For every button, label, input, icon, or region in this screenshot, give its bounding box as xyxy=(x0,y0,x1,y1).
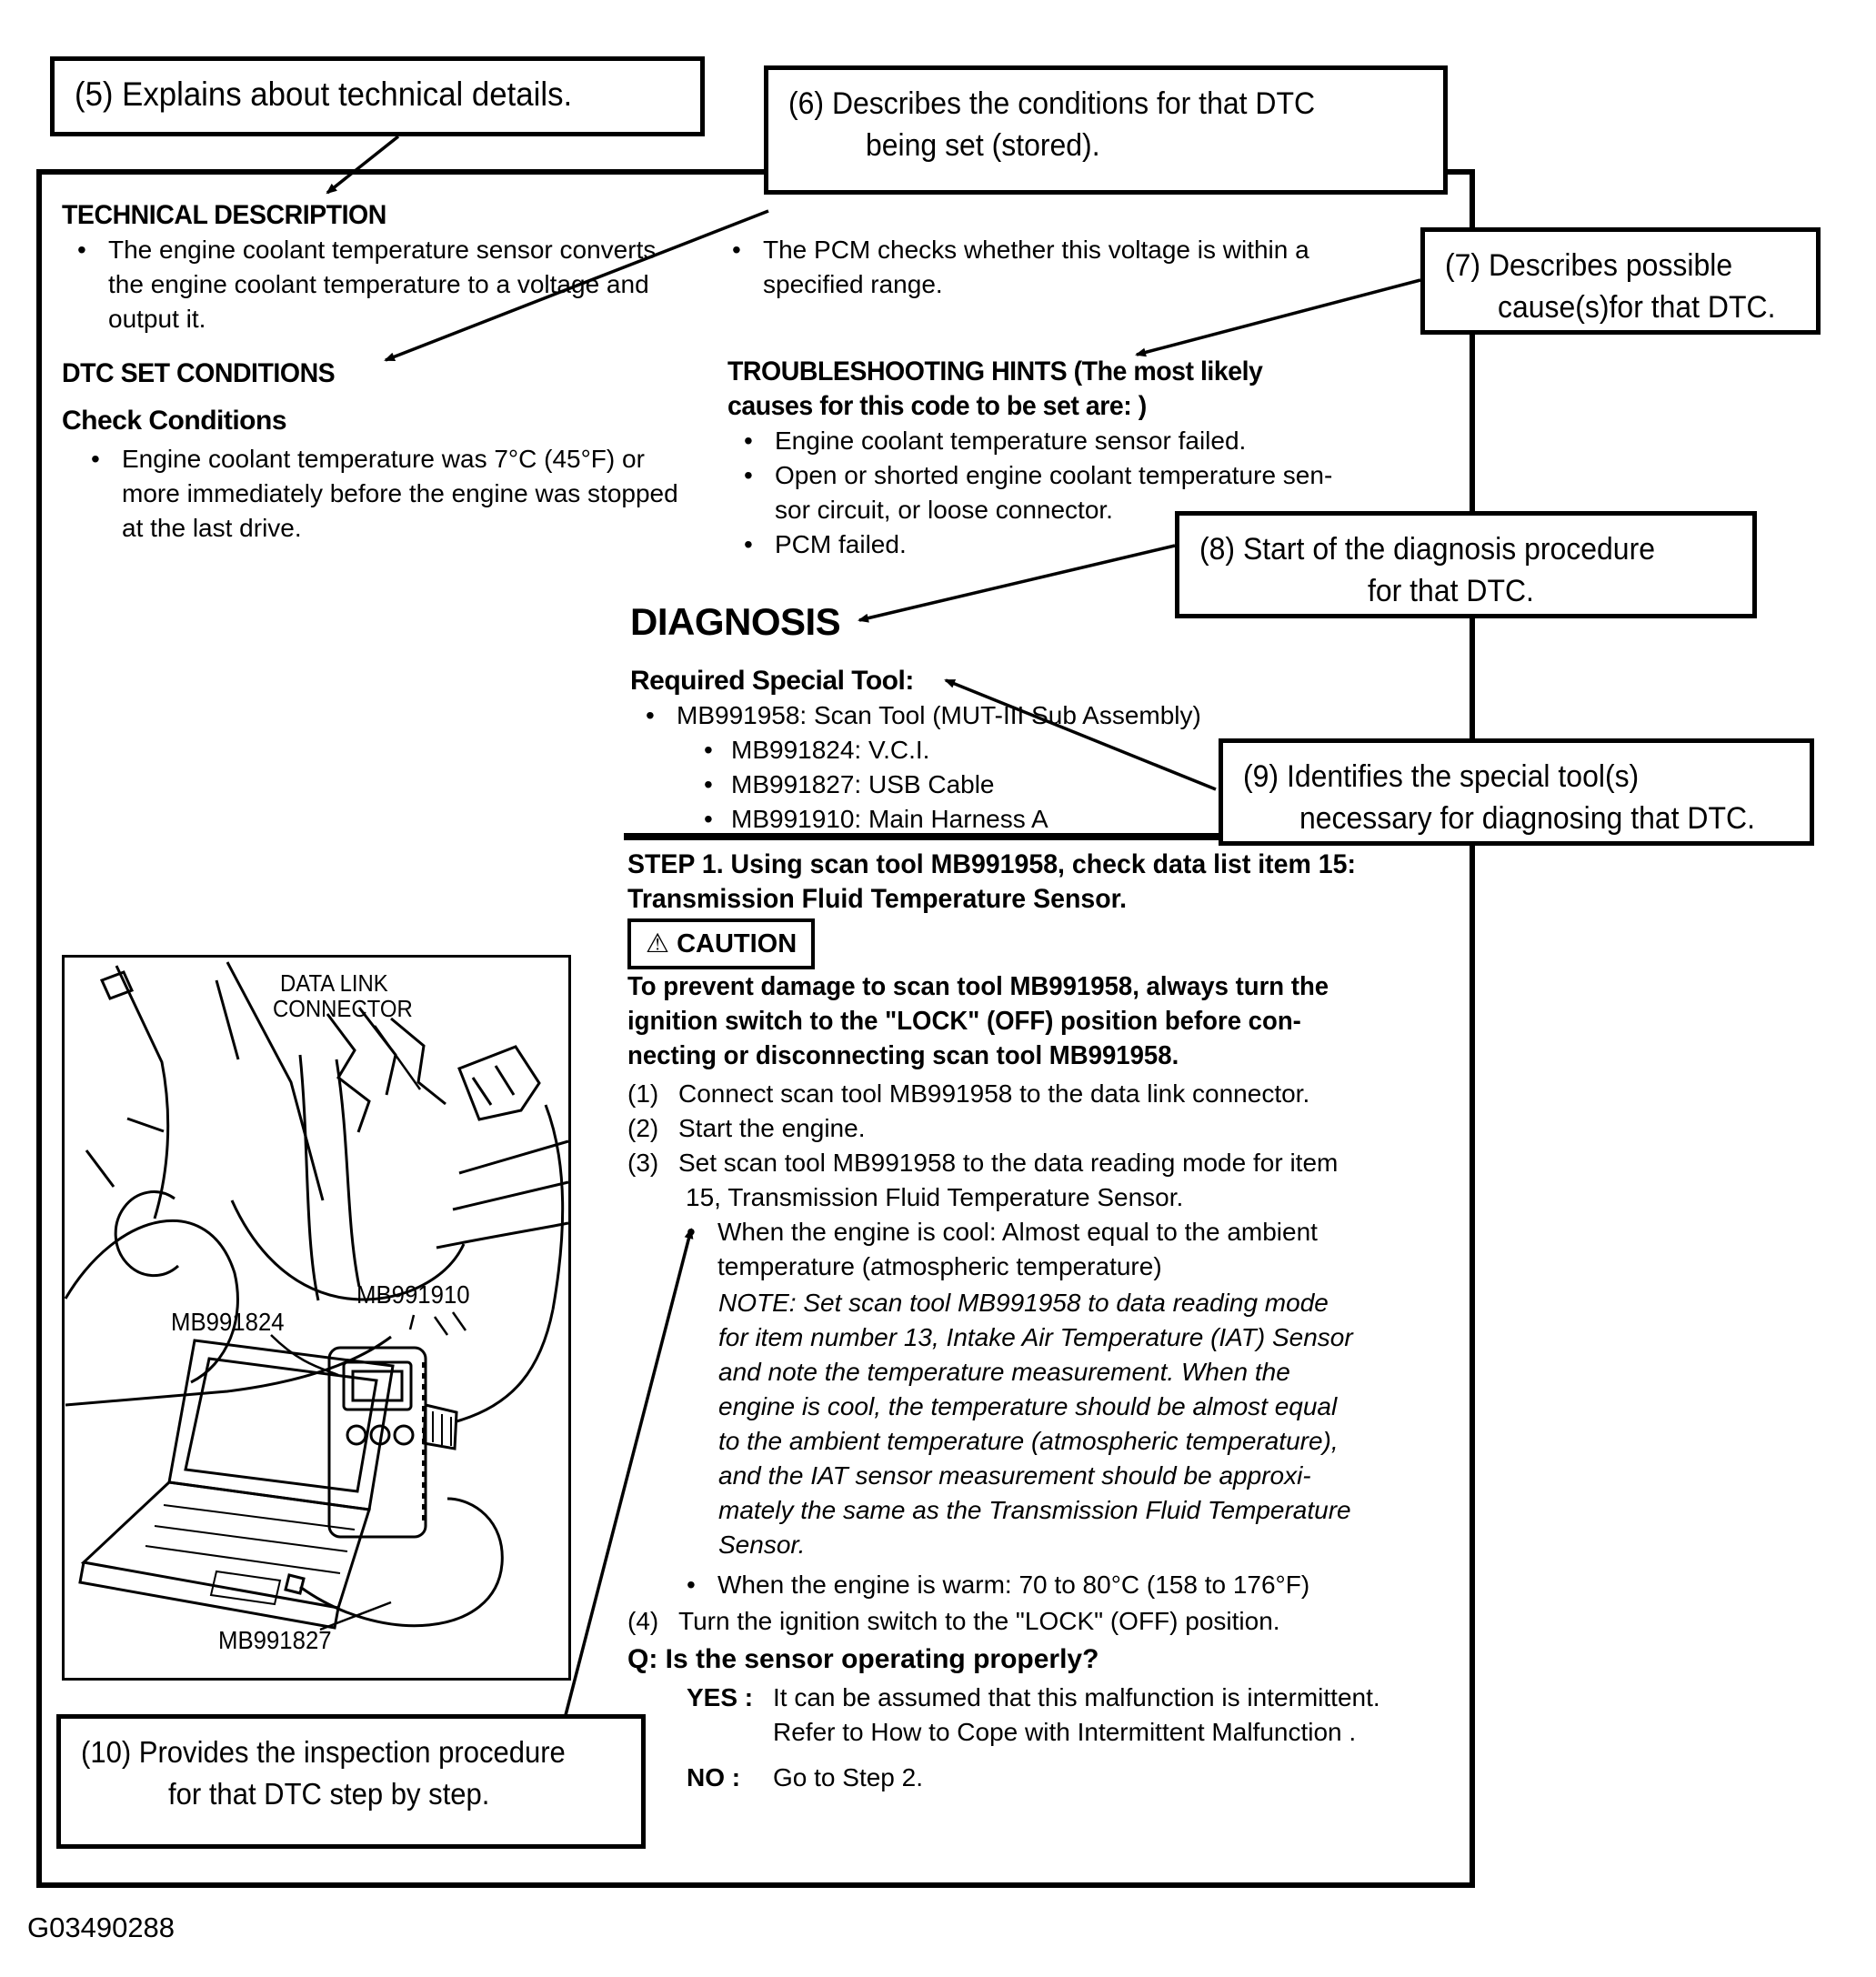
step-3-line1: Set scan tool MB991958 to the data reading mode for item xyxy=(678,1149,1339,1177)
check-bullet-line1: Engine coolant temperature was 7°C (45°F) or xyxy=(122,445,645,473)
callout-7-line2: cause(s)for that DTC. xyxy=(1498,290,1776,325)
step1-heading xyxy=(627,848,1356,917)
callout-6-line2: being set (stored). xyxy=(866,128,1100,163)
callout-10-line1: (10) Provides the inspection procedure xyxy=(81,1735,566,1769)
step-4-text: Turn the ignition switch to the "LOCK" (OFF) position. xyxy=(678,1607,1280,1635)
bullet-icon xyxy=(704,768,731,802)
warning-icon: ⚠ xyxy=(646,929,669,958)
hints-heading-line1: TROUBLESHOOTING HINTS (The most likely xyxy=(727,356,1263,386)
step1-line1: STEP 1. Using scan tool MB991958, check data list item 15: xyxy=(627,849,1356,879)
engine-warm-bullet xyxy=(687,1568,1309,1602)
bullet-icon xyxy=(77,233,108,336)
pcm-bullet-line1: The PCM checks whether this voltage is within a xyxy=(763,236,1309,264)
callout-7 xyxy=(1420,227,1821,335)
cool-bullet-line2: temperature (atmospheric temperature) xyxy=(717,1252,1162,1280)
hints-heading-line2: causes for this code to be set are: ) xyxy=(727,391,1147,421)
mb991824-label: MB991824 xyxy=(171,1308,285,1336)
check-bullet-line2: more immediately before the engine was stopped xyxy=(122,479,678,507)
special-tools-list xyxy=(646,698,1201,837)
troubleshooting-hints-heading xyxy=(727,355,1262,424)
callout-9-line2: necessary for diagnosing that DTC. xyxy=(1299,801,1755,836)
bullet-icon xyxy=(704,733,731,768)
caution-body xyxy=(627,969,1329,1073)
yes-answer xyxy=(687,1681,1380,1750)
question-heading: Q: Is the sensor operating properly? xyxy=(627,1644,1099,1674)
tool-mb991827: MB991827: USB Cable xyxy=(731,770,995,798)
illustration-frame xyxy=(62,955,571,1681)
caution-line3: necting or disconnecting scan tool MB991958. xyxy=(627,1041,1179,1070)
caution-box xyxy=(627,918,815,969)
caution-line2: ignition switch to the "LOCK" (OFF) position before con- xyxy=(627,1007,1301,1036)
data-link-connector-label-line2: CONNECTOR xyxy=(273,995,413,1022)
tool-mb991958: MB991958: Scan Tool (MUT-III Sub Assembly) xyxy=(677,701,1201,729)
callout-8 xyxy=(1175,511,1757,618)
check-conditions-heading: Check Conditions xyxy=(62,406,287,436)
bullet-icon xyxy=(744,458,775,527)
callout-5-text: (5) Explains about technical details. xyxy=(75,75,573,113)
check-conditions-bullet xyxy=(91,442,678,546)
note-line6: and the IAT sensor measurement should be approxi- xyxy=(718,1461,1311,1490)
step-2-text: Start the engine. xyxy=(678,1114,866,1142)
callout-8-line1: (8) Start of the diagnosis procedure xyxy=(1199,532,1655,567)
step-number-2: (2) xyxy=(627,1114,659,1142)
callout-5 xyxy=(50,56,705,136)
yes-label: YES : xyxy=(687,1683,754,1711)
step1-line2: Transmission Fluid Temperature Sensor. xyxy=(627,884,1128,914)
callout-9-line1: (9) Identifies the special tool(s) xyxy=(1243,759,1640,794)
callout-6 xyxy=(764,65,1448,195)
tool-mb991910: MB991910: Main Harness A xyxy=(731,805,1048,833)
no-label: NO : xyxy=(687,1763,741,1791)
note-line4: engine is cool, the temperature should be almost equal xyxy=(718,1392,1338,1420)
bullet-icon xyxy=(704,802,731,837)
no-answer xyxy=(687,1761,923,1795)
data-link-connector-label-line1: DATA LINK xyxy=(280,969,388,997)
figure-code: G03490288 xyxy=(27,1912,176,1943)
pcm-bullet-line2: specified range. xyxy=(763,270,943,298)
tech-bullet-line2: the engine coolant temperature to a voltage and xyxy=(108,270,649,298)
step-number-1: (1) xyxy=(627,1079,659,1108)
callout-10-line2: for that DTC step by step. xyxy=(168,1777,490,1811)
callout-8-line2: for that DTC. xyxy=(1368,574,1534,608)
hint-2-line1: Open or shorted engine coolant temperature sen- xyxy=(775,461,1333,489)
no-text: Go to Step 2. xyxy=(773,1763,923,1791)
note-block xyxy=(718,1286,1353,1562)
tool-mb991824: MB991824: V.C.I. xyxy=(731,736,930,764)
engine-cool-bullet xyxy=(687,1215,1318,1284)
bullet-icon xyxy=(687,1215,717,1284)
step-1-text: Connect scan tool MB991958 to the data link connector. xyxy=(678,1079,1310,1108)
note-line7: mately the same as the Transmission Fluid Temperature xyxy=(718,1496,1351,1524)
note-line1: NOTE: Set scan tool MB991958 to data reading mode xyxy=(718,1289,1329,1317)
procedure-steps xyxy=(627,1077,1338,1215)
note-line8: Sensor. xyxy=(718,1530,806,1559)
note-line5: to the ambient temperature (atmospheric temperature), xyxy=(718,1427,1339,1455)
mb991910-label: MB991910 xyxy=(356,1280,470,1309)
step-number-3: (3) xyxy=(627,1149,659,1177)
bullet-icon xyxy=(744,527,775,562)
yes-line2: Refer to How to Cope with Intermittent Malfunction . xyxy=(773,1718,1357,1746)
callout-9 xyxy=(1219,738,1814,846)
step-number-4: (4) xyxy=(627,1607,659,1635)
bullet-icon xyxy=(91,442,122,546)
note-line3: and note the temperature measurement. When the xyxy=(718,1358,1290,1386)
hint-2-line2: sor circuit, or loose connector. xyxy=(775,496,1113,524)
bullet-icon xyxy=(732,233,763,302)
callout-7-line1: (7) Describes possible xyxy=(1445,248,1733,283)
check-bullet-line3: at the last drive. xyxy=(122,514,302,542)
mb991827-label: MB991827 xyxy=(218,1626,332,1654)
callout-6-line1: (6) Describes the conditions for that DTC xyxy=(788,86,1316,121)
required-special-tool-heading: Required Special Tool: xyxy=(630,666,914,696)
bullet-icon xyxy=(646,698,677,733)
dtc-set-conditions-heading: DTC SET CONDITIONS xyxy=(62,358,336,388)
step-4 xyxy=(627,1604,1280,1639)
caution-label: CAUTION xyxy=(677,929,798,958)
pcm-bullet xyxy=(732,233,1309,302)
note-line2: for item number 13, Intake Air Temperature (IAT) Sensor xyxy=(718,1323,1353,1351)
tech-bullet-line3: output it. xyxy=(108,305,206,333)
technical-description-heading: TECHNICAL DESCRIPTION xyxy=(62,200,386,230)
warm-bullet-text: When the engine is warm: 70 to 80°C (158 to 176°F) xyxy=(717,1571,1310,1599)
hint-1: Engine coolant temperature sensor failed. xyxy=(775,427,1247,455)
technical-description-bullet xyxy=(77,233,656,336)
cool-bullet-line1: When the engine is cool: Almost equal to the ambient xyxy=(717,1218,1318,1246)
callout-10 xyxy=(56,1714,646,1849)
step-3-line2: 15, Transmission Fluid Temperature Sensor. xyxy=(686,1183,1184,1211)
bullet-icon xyxy=(687,1568,717,1602)
bullet-icon xyxy=(744,424,775,458)
hint-3: PCM failed. xyxy=(775,530,907,558)
diagnosis-heading: DIAGNOSIS xyxy=(630,600,841,643)
yes-line1: It can be assumed that this malfunction is intermittent. xyxy=(773,1683,1380,1711)
caution-line1: To prevent damage to scan tool MB991958, always turn the xyxy=(627,972,1329,1001)
tech-bullet-line1: The engine coolant temperature sensor converts xyxy=(108,236,657,264)
